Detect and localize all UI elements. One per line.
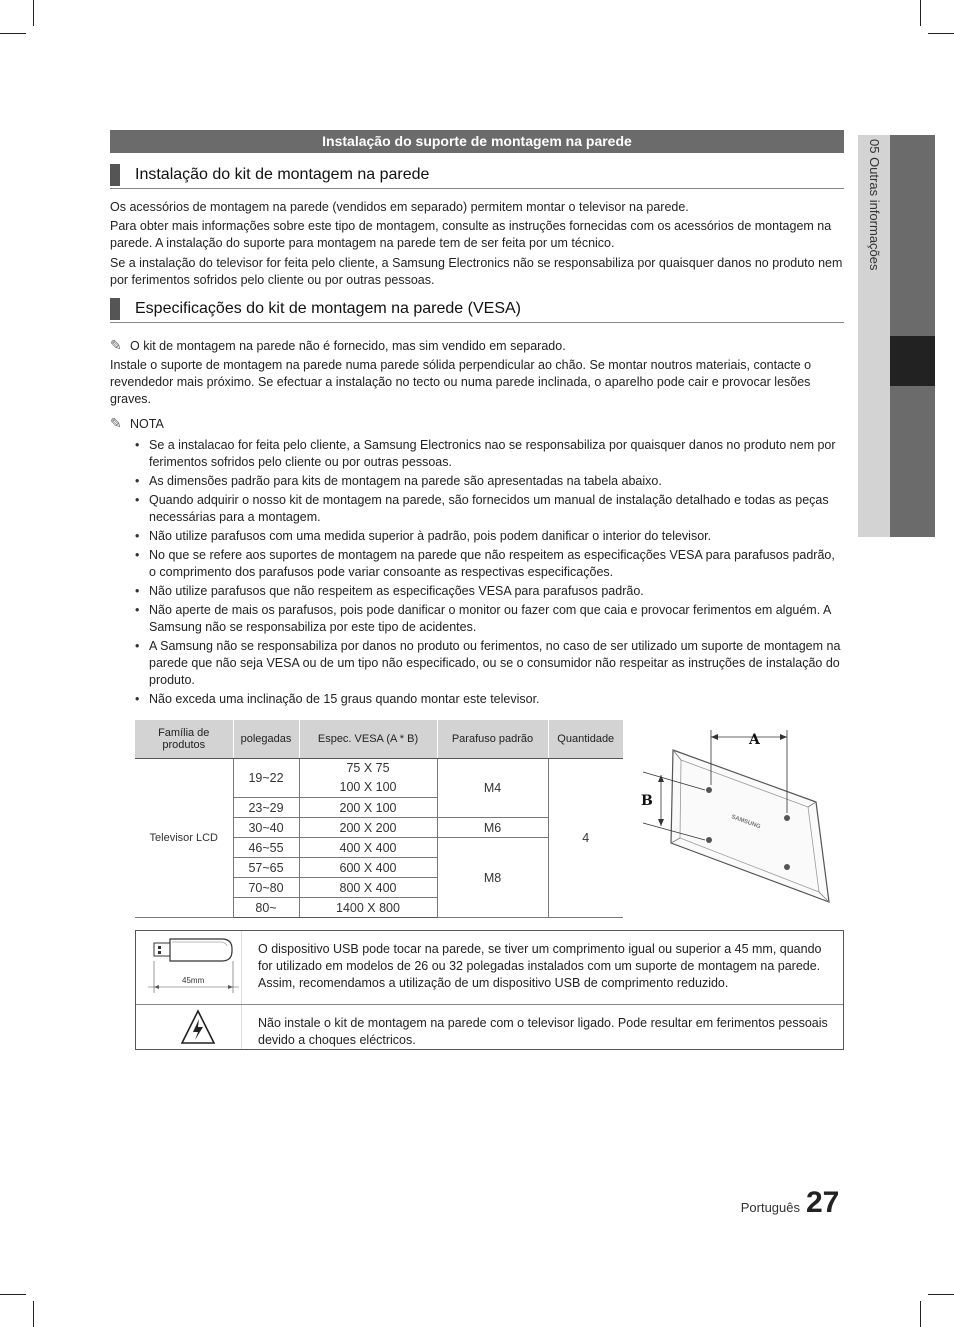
nota-label: NOTA: [130, 417, 164, 431]
chapter-tab-label: [858, 135, 890, 537]
paragraph: Para obter mais informações sobre este tipo de montagem, consulte as instruções fornecidas com os acessórios de montagem na parede. A instalação do suporte para montagem na parede tem de ser feita por um técnico.: [110, 219, 832, 250]
table-row: [135, 759, 623, 798]
electric-shock-warning-icon: [136, 1005, 241, 1049]
usb-icon-cell: [136, 931, 242, 1004]
crop-mark: [0, 1294, 26, 1295]
crop-mark: [33, 1301, 34, 1327]
vesa-spec-table: [135, 720, 623, 918]
list-item: • Se a instalacao for feita pelo cliente, a Samsung Electronics nao se responsabiliza por quaisquer danos no produto nem por ferimentos sofridos pelo cliente ou por outras pessoas.: [133, 437, 845, 471]
vesa-cell: 800 X 400: [299, 878, 437, 898]
usb-caution-text: O dispositivo USB pode tocar na parede, se tiver um comprimento igual ou superior a 45 mm, quando for utilizado em modelos de 26 ou 32 polegadas instalados com um suporte de montagem na parede. Assim, recomendamos a utilização de um dispositivo USB de comprimento reduzido.: [258, 942, 822, 990]
note-text: O kit de montagem na parede não é fornecido, mas sim vendido em separado.: [130, 339, 566, 353]
section-heading-specs: [110, 298, 844, 323]
crop-mark: [928, 33, 954, 34]
column-header: Espec. VESA (A * B): [299, 720, 437, 759]
chapter-tab-text: 05 Outras informações: [867, 139, 882, 271]
diagram-label-a: A: [749, 732, 760, 748]
list-item: • A Samsung não se responsabiliza por danos no produto ou ferimentos, no caso de ser utilizado um suporte de montagem na parede que não seja VESA ou de um tipo não especificado, ou se o consumidor não respeitar as instruções de instalação do produto.: [133, 638, 845, 689]
vesa-cell: 400 X 400: [299, 838, 437, 858]
inches-cell: 80~: [233, 898, 299, 918]
list-item: • No que se refere aos suportes de montagem na parede que não respeitem as especificações VESA para parafusos padrão, o comprimento dos parafusos pode variar consoante as respectivas especificações.: [133, 547, 845, 581]
crop-mark: [0, 33, 26, 34]
screw-cell: M4: [437, 759, 548, 818]
tv-back-mount-diagram: [633, 720, 844, 920]
paragraph: Instale o suporte de montagem na parede numa parede sólida perpendicular ao chão. Se montar noutros materiais, contacte o revendedor mais próximo. Se efectuar a instalação no tecto ou numa parede inclinada, o aparelho pode cair e provocar lesões graves.: [110, 358, 812, 406]
inches-cell: 30~40: [233, 818, 299, 838]
crop-mark: [920, 0, 921, 26]
screw-cell: M6: [437, 818, 548, 838]
inches-cell: 70~80: [233, 878, 299, 898]
crop-mark: [33, 0, 34, 26]
section-heading-install: [110, 164, 844, 189]
list-item: • Quando adquirir o nosso kit de montagem na parede, são fornecidos um manual de instalação detalhado e todas as peças necessárias para a montagem.: [133, 492, 845, 526]
vesa-cell: [299, 759, 437, 798]
vesa-value: 100 X 100: [339, 780, 397, 794]
diagram-label-b: B: [641, 793, 653, 809]
section-title: Especificações do kit de montagem na parede (VESA): [135, 300, 521, 317]
screw-cell: M8: [437, 838, 548, 918]
footer-language: Português: [740, 1200, 800, 1215]
paragraph: Se a instalação do televisor for feita pelo cliente, a Samsung Electronics não se responsabiliza por quaisquer danos no produto nem por ferimentos sofridos pelo cliente ou por outras pessoas.: [110, 256, 843, 287]
list-item: • Não utilize parafusos com uma medida superior à padrão, pois podem danificar o interior do televisor.: [133, 528, 845, 545]
usb-caution-row: [136, 931, 843, 1005]
warning-icon-cell: [136, 1005, 242, 1049]
column-header: Quantidade: [548, 720, 623, 759]
crop-mark: [920, 1301, 921, 1327]
column-header: Parafuso padrão: [437, 720, 548, 759]
list-item: • Não utilize parafusos que não respeitem as especificações VESA para parafusos padrão.: [133, 583, 845, 600]
heading-bar: [110, 164, 120, 186]
list-item: • Não aperte de mais os parafusos, pois pode danificar o monitor ou fazer com que caia e provocar ferimentos em alguém. A Samsung não se responsabiliza por este tipo de acidentes.: [133, 602, 845, 636]
heading-bar: [110, 298, 120, 320]
inches-cell: 57~65: [233, 858, 299, 878]
inches-cell: 46~55: [233, 838, 299, 858]
list-item: • As dimensões padrão para kits de montagem na parede são apresentadas na tabela abaixo.: [133, 473, 845, 490]
chapter-tab-active-marker: [890, 336, 935, 386]
column-header: Família de produtos: [135, 720, 233, 759]
vesa-cell: 600 X 400: [299, 858, 437, 878]
pencil-icon: ✎: [110, 415, 122, 431]
vesa-cell: 1400 X 800: [299, 898, 437, 918]
electric-warning-row: [136, 1005, 843, 1049]
quantity-cell: 4: [548, 759, 623, 918]
paragraph: Os acessórios de montagem na parede (vendidos em separado) permitem montar o televisor na parede.: [110, 200, 689, 214]
pencil-icon: ✎: [110, 337, 122, 353]
column-header: polegadas: [233, 720, 299, 759]
nota-heading: [110, 415, 844, 433]
family-cell: Televisor LCD: [135, 759, 233, 918]
usb-dimension-label: 45mm: [182, 976, 205, 985]
page-number: 27: [806, 1186, 840, 1219]
table-header-row: [135, 720, 623, 759]
section-title: Instalação do kit de montagem na parede: [135, 166, 430, 183]
note-bullet-list: [133, 437, 845, 710]
vesa-cell: 200 X 100: [299, 798, 437, 818]
vesa-cell: 200 X 200: [299, 818, 437, 838]
electric-warning-text: Não instale o kit de montagem na parede com o televisor ligado. Pode resultar em ferimentos pessoais devido a choques eléctricos.: [258, 1016, 828, 1047]
vesa-value: 75 X 75: [346, 761, 390, 775]
inches-cell: 19~22: [233, 759, 299, 798]
crop-mark: [928, 1294, 954, 1295]
note-line: [110, 337, 844, 355]
inches-cell: 23~29: [233, 798, 299, 818]
list-item: • Não exceda uma inclinação de 15 graus quando montar este televisor.: [133, 691, 845, 708]
usb-stick-icon: [136, 931, 241, 1004]
caution-box: [135, 930, 844, 1050]
samsung-logo-text: SAMSUNG: [730, 814, 762, 831]
header-band: Instalação do suporte de montagem na parede: [110, 130, 844, 153]
